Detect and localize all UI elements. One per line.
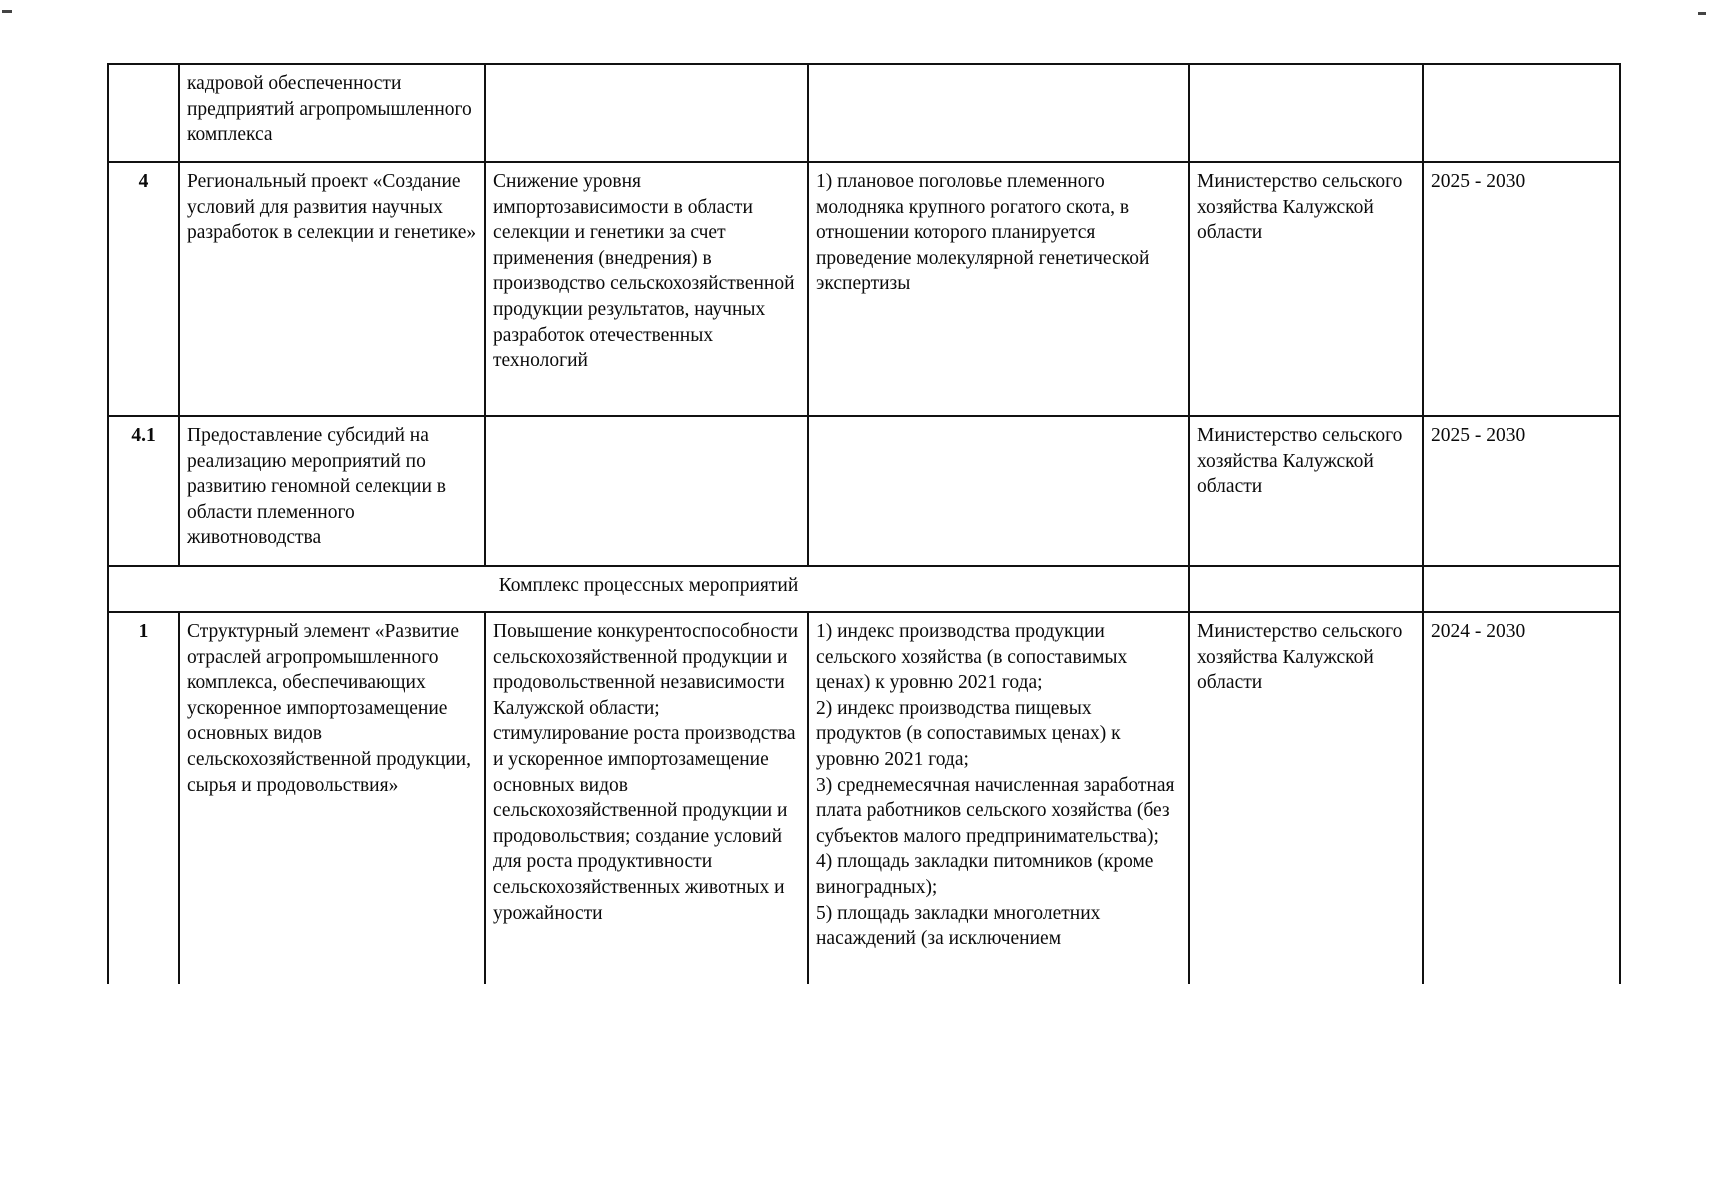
indicator-item: 5) площадь закладки многолетних насаждений (за исключением [816,902,1101,950]
program-structure-table [107,63,1621,984]
event-task [485,64,808,162]
table-row [108,64,1620,162]
event-period: 2024 - 2030 [1423,612,1620,984]
event-task: Снижение уровня импортозависимости в области селекции и генетики за счет применения (внедрения) в производство сельскохозяйственной продукции результатов, научных разработок отечественных технологий [485,162,808,416]
event-indicators [808,162,1189,416]
event-indicators [808,64,1189,162]
indicator-item: 1) плановое поголовье племенного молодняка крупного рогатого скота, в отношении которого планируется [816,171,1130,244]
event-responsible: Министерство сельского хозяйства Калужской области [1189,612,1423,984]
event-period: 2025 - 2030 [1423,162,1620,416]
event-indicators [808,416,1189,566]
indicator-item: проведение молекулярной генетической экспертизы [816,247,1150,295]
section-title: Комплекс процессных мероприятий [108,566,1189,612]
row-number: 4 [108,162,179,416]
table-row [108,162,1620,416]
event-task [485,416,808,566]
event-responsible: Министерство сельского хозяйства Калужской области [1189,416,1423,566]
indicator-item: 1) индекс производства продукции сельского хозяйства (в сопоставимых ценах) к уровню 2021 года; [816,621,1128,694]
event-name: Региональный проект «Создание условий для развития научных разработок в селекции и генетике» [179,162,485,416]
event-responsible [1189,64,1423,162]
row-number: 4.1 [108,416,179,566]
indicator-item: 4) площадь закладки питомников (кроме виноградных); [816,851,1154,898]
table-row [108,416,1620,566]
event-responsible: Министерство сельского хозяйства Калужской области [1189,162,1423,416]
row-number [108,64,179,162]
event-task: Повышение конкурентоспособности сельскохозяйственной продукции и продовольственной независимости Калужской области; стимулирование роста производства и ускоренное импортозамещение основных видов сельскохозяйственной продукции и продовольствия; создание условий для роста продуктивности сельскохозяйственных животных и урожайности [485,612,808,984]
section-empty-cell [1423,566,1620,612]
event-name: кадровой обеспеченности предприятий агропромышленного комплекса [179,64,485,162]
section-empty-cell [1189,566,1423,612]
row-number: 1 [108,612,179,984]
indicator-item: 2) индекс производства пищевых продуктов (в сопоставимых ценах) к уровню 2021 года; [816,697,1121,770]
scan-artifact-mark [2,10,12,13]
section-row [108,566,1620,612]
event-indicators [808,612,1189,984]
table-row [108,612,1620,984]
indicator-item: 3) среднемесячная начисленная заработная плата работников сельского хозяйства (без субъектов малого предпринимательства); [816,774,1175,847]
event-name: Структурный элемент «Развитие отраслей агропромышленного комплекса, обеспечивающих ускоренное импортозамещение основных видов сельскохозяйственной продукции, сырья и продовольствия» [179,612,485,984]
scan-artifact-mark [1698,12,1706,15]
event-name: Предоставление субсидий на реализацию мероприятий по развитию геномной селекции в области племенного животноводства [179,416,485,566]
event-period [1423,64,1620,162]
event-period: 2025 - 2030 [1423,416,1620,566]
